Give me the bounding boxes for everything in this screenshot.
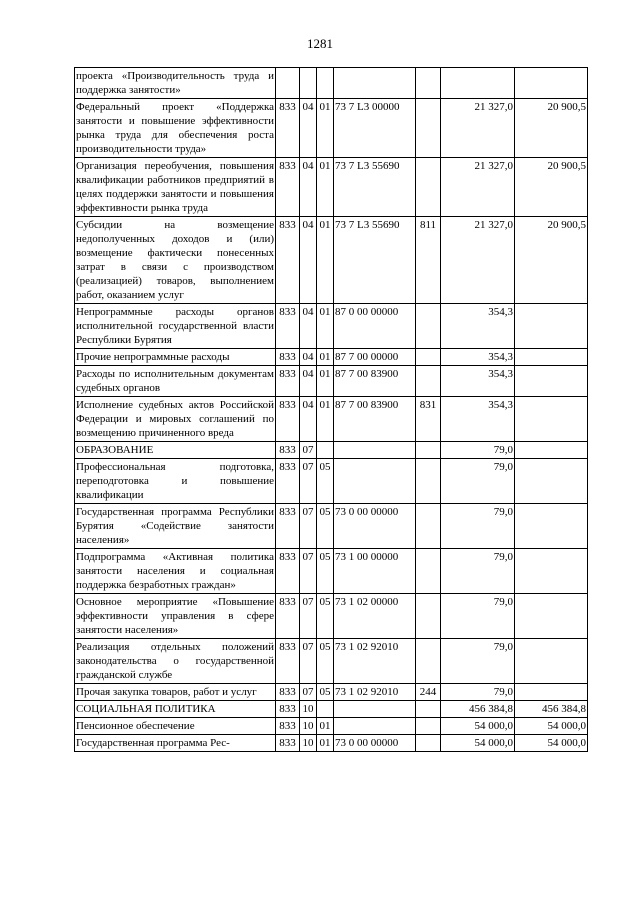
amount-year1-cell: 456 384,8 <box>441 701 515 718</box>
amount-year1-cell: 79,0 <box>441 594 515 639</box>
amount-year1-cell: 354,3 <box>441 304 515 349</box>
target-article-cell: 87 0 00 00000 <box>334 304 416 349</box>
amount-year1-cell: 354,3 <box>441 397 515 442</box>
grbs-code-cell: 833 <box>276 442 300 459</box>
amount-year2-cell: 54 000,0 <box>515 718 588 735</box>
amount-year1-cell: 21 327,0 <box>441 99 515 158</box>
target-article-cell: 73 7 L3 55690 <box>334 158 416 217</box>
amount-year1-cell: 21 327,0 <box>441 217 515 304</box>
section-code-cell: 07 <box>300 504 317 549</box>
section-code-cell: 04 <box>300 304 317 349</box>
grbs-code-cell: 833 <box>276 549 300 594</box>
grbs-code-cell: 833 <box>276 735 300 752</box>
section-code-cell: 07 <box>300 549 317 594</box>
table-row <box>75 397 588 442</box>
amount-year1-cell: 354,3 <box>441 349 515 366</box>
grbs-code-cell: 833 <box>276 594 300 639</box>
row-name-cell: Субсидии на возмещение недополученных доходов и (или) возмещение фактически понесенных затрат в связи с производством (реализацией) товаров, выполнением работ, оказанием услуг <box>75 217 276 304</box>
grbs-code-cell: 833 <box>276 459 300 504</box>
target-article-cell: 87 7 00 83900 <box>334 366 416 397</box>
section-code-cell: 10 <box>300 701 317 718</box>
table-row <box>75 701 588 718</box>
grbs-code-cell: 833 <box>276 217 300 304</box>
amount-year1-cell <box>441 68 515 99</box>
amount-year1-cell: 79,0 <box>441 639 515 684</box>
amount-year2-cell <box>515 68 588 99</box>
section-code-cell: 04 <box>300 349 317 366</box>
subsection-code-cell <box>317 68 334 99</box>
table-row <box>75 684 588 701</box>
table-row <box>75 349 588 366</box>
table-row <box>75 304 588 349</box>
amount-year1-cell: 54 000,0 <box>441 735 515 752</box>
section-code-cell: 07 <box>300 459 317 504</box>
grbs-code-cell: 833 <box>276 99 300 158</box>
grbs-code-cell <box>276 68 300 99</box>
row-name-cell: Подпрограмма «Активная политика занятости населения и социальная поддержка безработных граждан» <box>75 549 276 594</box>
table-row <box>75 735 588 752</box>
amount-year2-cell <box>515 459 588 504</box>
target-article-cell: 73 7 L3 00000 <box>334 99 416 158</box>
subsection-code-cell: 01 <box>317 99 334 158</box>
table-row <box>75 68 588 99</box>
budget-table <box>74 67 588 752</box>
amount-year1-cell: 54 000,0 <box>441 718 515 735</box>
amount-year2-cell: 456 384,8 <box>515 701 588 718</box>
subsection-code-cell: 05 <box>317 684 334 701</box>
table-row <box>75 504 588 549</box>
expense-type-cell <box>416 68 441 99</box>
expense-type-cell <box>416 504 441 549</box>
table-row <box>75 217 588 304</box>
subsection-code-cell: 01 <box>317 158 334 217</box>
expense-type-cell <box>416 735 441 752</box>
amount-year1-cell: 79,0 <box>441 549 515 594</box>
grbs-code-cell: 833 <box>276 718 300 735</box>
row-name-cell: Государственная программа Республики Бурятия «Содействие занятости населения» <box>75 504 276 549</box>
expense-type-cell <box>416 349 441 366</box>
target-article-cell: 73 1 00 00000 <box>334 549 416 594</box>
amount-year2-cell <box>515 442 588 459</box>
grbs-code-cell: 833 <box>276 684 300 701</box>
grbs-code-cell: 833 <box>276 158 300 217</box>
amount-year1-cell: 354,3 <box>441 366 515 397</box>
table-row <box>75 158 588 217</box>
subsection-code-cell: 01 <box>317 349 334 366</box>
expense-type-cell <box>416 701 441 718</box>
expense-type-cell <box>416 366 441 397</box>
page-number: 1281 <box>307 36 333 51</box>
table-row <box>75 594 588 639</box>
target-article-cell: 73 7 L3 55690 <box>334 217 416 304</box>
amount-year1-cell: 79,0 <box>441 504 515 549</box>
subsection-code-cell: 01 <box>317 304 334 349</box>
target-article-cell: 87 7 00 83900 <box>334 397 416 442</box>
expense-type-cell <box>416 639 441 684</box>
row-name-cell: Федеральный проект «Поддержка занятости и повышение эффективности рынка труда для обеспечения роста производительности труда» <box>75 99 276 158</box>
subsection-code-cell: 05 <box>317 639 334 684</box>
row-name-cell: Профессиональная подготовка, переподготовка и повышение квалификации <box>75 459 276 504</box>
grbs-code-cell: 833 <box>276 349 300 366</box>
target-article-cell: 73 1 02 92010 <box>334 639 416 684</box>
expense-type-cell <box>416 594 441 639</box>
expense-type-cell: 811 <box>416 217 441 304</box>
table-row <box>75 366 588 397</box>
row-name-cell: Пенсионное обеспечение <box>75 718 276 735</box>
grbs-code-cell: 833 <box>276 366 300 397</box>
row-name-cell: Непрограммные расходы органов исполнительной государственной власти Республики Бурятия <box>75 304 276 349</box>
target-article-cell <box>334 442 416 459</box>
amount-year1-cell: 21 327,0 <box>441 158 515 217</box>
section-code-cell <box>300 68 317 99</box>
row-name-cell: Реализация отдельных положений законодательства о государственной гражданской службе <box>75 639 276 684</box>
subsection-code-cell: 01 <box>317 735 334 752</box>
amount-year2-cell <box>515 366 588 397</box>
grbs-code-cell: 833 <box>276 639 300 684</box>
row-name-cell: Прочая закупка товаров, работ и услуг <box>75 684 276 701</box>
row-name-cell: Прочие непрограммные расходы <box>75 349 276 366</box>
row-name-cell: Исполнение судебных актов Российской Федерации и мировых соглашений по возмещению причиненного вреда <box>75 397 276 442</box>
target-article-cell: 73 0 00 00000 <box>334 735 416 752</box>
row-name-cell: Основное мероприятие «Повышение эффективности управления в сфере занятости населения» <box>75 594 276 639</box>
table-row <box>75 718 588 735</box>
subsection-code-cell: 05 <box>317 549 334 594</box>
section-code-cell: 04 <box>300 366 317 397</box>
amount-year2-cell <box>515 504 588 549</box>
section-code-cell: 07 <box>300 594 317 639</box>
amount-year2-cell: 20 900,5 <box>515 158 588 217</box>
row-name-cell: Организация переобучения, повышения квалификации работников предприятий в целях поддержки занятости и повышения эффективности рынка труда <box>75 158 276 217</box>
amount-year2-cell <box>515 594 588 639</box>
subsection-code-cell: 05 <box>317 459 334 504</box>
section-code-cell: 04 <box>300 158 317 217</box>
target-article-cell: 73 1 02 00000 <box>334 594 416 639</box>
table-row <box>75 549 588 594</box>
target-article-cell: 73 1 02 92010 <box>334 684 416 701</box>
section-code-cell: 07 <box>300 684 317 701</box>
expense-type-cell <box>416 304 441 349</box>
section-code-cell: 04 <box>300 217 317 304</box>
amount-year2-cell <box>515 549 588 594</box>
amount-year2-cell <box>515 304 588 349</box>
amount-year1-cell: 79,0 <box>441 459 515 504</box>
row-name-cell: ОБРАЗОВАНИЕ <box>75 442 276 459</box>
grbs-code-cell: 833 <box>276 701 300 718</box>
table-body <box>75 68 588 752</box>
amount-year2-cell <box>515 639 588 684</box>
section-code-cell: 07 <box>300 442 317 459</box>
expense-type-cell <box>416 718 441 735</box>
grbs-code-cell: 833 <box>276 304 300 349</box>
target-article-cell <box>334 68 416 99</box>
expense-type-cell <box>416 549 441 594</box>
row-name-cell: СОЦИАЛЬНАЯ ПОЛИТИКА <box>75 701 276 718</box>
table-row <box>75 442 588 459</box>
amount-year2-cell: 20 900,5 <box>515 217 588 304</box>
section-code-cell: 07 <box>300 639 317 684</box>
section-code-cell: 04 <box>300 99 317 158</box>
grbs-code-cell: 833 <box>276 397 300 442</box>
target-article-cell <box>334 701 416 718</box>
amount-year2-cell <box>515 397 588 442</box>
expense-type-cell <box>416 442 441 459</box>
subsection-code-cell <box>317 701 334 718</box>
subsection-code-cell: 01 <box>317 217 334 304</box>
expense-type-cell <box>416 158 441 217</box>
subsection-code-cell: 01 <box>317 366 334 397</box>
subsection-code-cell: 01 <box>317 718 334 735</box>
target-article-cell: 87 7 00 00000 <box>334 349 416 366</box>
section-code-cell: 10 <box>300 718 317 735</box>
target-article-cell: 73 0 00 00000 <box>334 504 416 549</box>
table-row <box>75 639 588 684</box>
row-name-cell: проекта «Производительность труда и поддержка занятости» <box>75 68 276 99</box>
section-code-cell: 10 <box>300 735 317 752</box>
amount-year2-cell: 20 900,5 <box>515 99 588 158</box>
expense-type-cell: 244 <box>416 684 441 701</box>
target-article-cell <box>334 459 416 504</box>
row-name-cell: Расходы по исполнительным документам судебных органов <box>75 366 276 397</box>
subsection-code-cell: 01 <box>317 397 334 442</box>
subsection-code-cell <box>317 442 334 459</box>
target-article-cell <box>334 718 416 735</box>
table-row <box>75 99 588 158</box>
expense-type-cell: 831 <box>416 397 441 442</box>
expense-type-cell <box>416 99 441 158</box>
row-name-cell: Государственная программа Рес- <box>75 735 276 752</box>
subsection-code-cell: 05 <box>317 594 334 639</box>
table-row <box>75 459 588 504</box>
amount-year1-cell: 79,0 <box>441 442 515 459</box>
amount-year2-cell: 54 000,0 <box>515 735 588 752</box>
grbs-code-cell: 833 <box>276 504 300 549</box>
subsection-code-cell: 05 <box>317 504 334 549</box>
section-code-cell: 04 <box>300 397 317 442</box>
amount-year1-cell: 79,0 <box>441 684 515 701</box>
amount-year2-cell <box>515 684 588 701</box>
amount-year2-cell <box>515 349 588 366</box>
expense-type-cell <box>416 459 441 504</box>
